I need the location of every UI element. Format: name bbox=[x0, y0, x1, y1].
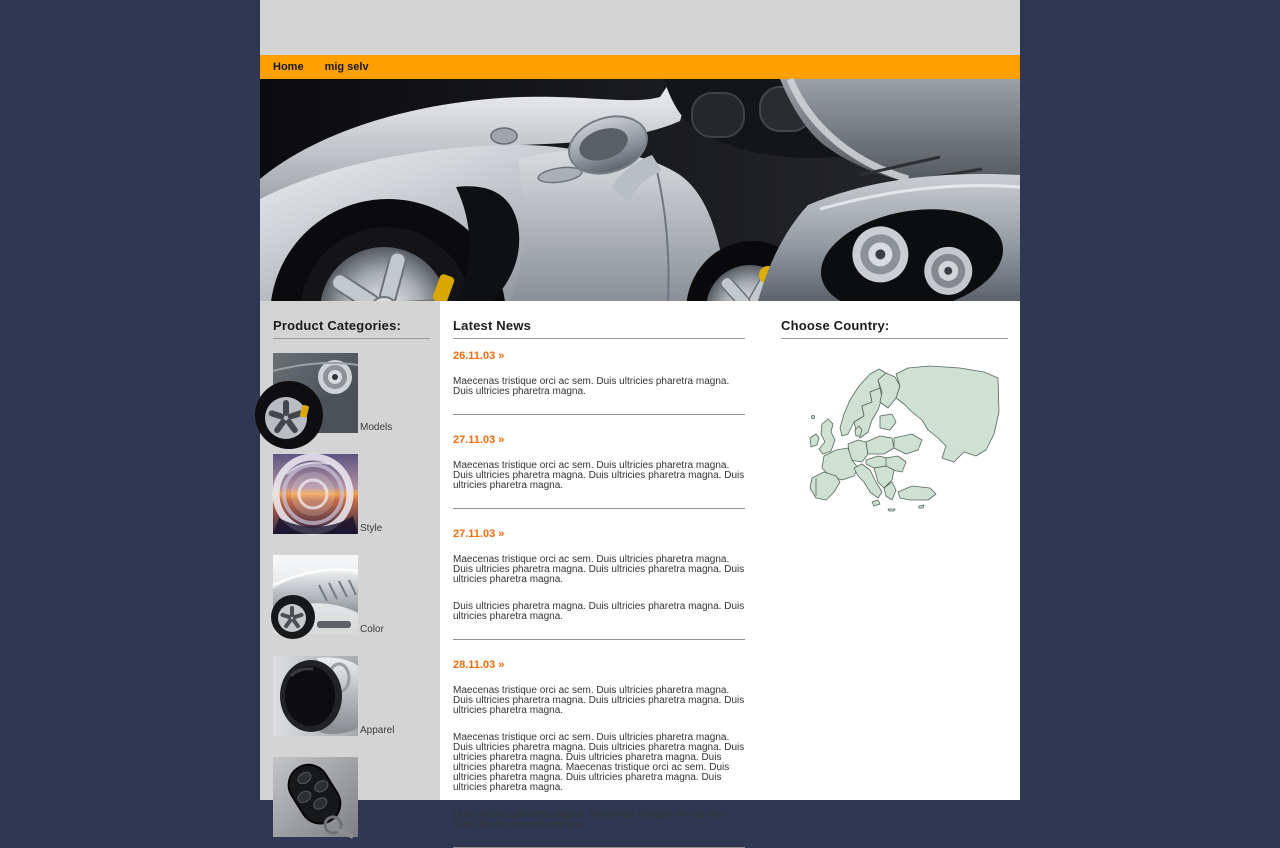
category-label[interactable]: Style bbox=[360, 523, 383, 534]
news-date-link[interactable]: 26.11.03 » bbox=[453, 350, 505, 362]
content-area bbox=[260, 301, 1020, 830]
news-title-rule bbox=[453, 338, 745, 339]
category-item-style[interactable] bbox=[273, 454, 430, 534]
category-item-key[interactable] bbox=[273, 757, 430, 837]
category-label[interactable]: Apparel bbox=[360, 725, 395, 736]
news-separator bbox=[453, 414, 745, 415]
category-item-color[interactable] bbox=[273, 555, 430, 635]
news-date-link[interactable]: 28.11.03 » bbox=[453, 659, 505, 671]
news-item bbox=[453, 659, 745, 848]
models-thumbnail-image bbox=[273, 353, 358, 433]
news-paragraph: Maecenas tristique orci ac sem. Duis ultricies pharetra magna. Duis ultricies pharetra magna. Duis ultricies pharetra magna. Duis ultricies pharetra magna. bbox=[453, 554, 745, 585]
nav-link-mig-selv[interactable]: mig selv bbox=[324, 61, 369, 73]
sidebar-title: Product Categories: bbox=[273, 318, 402, 333]
news-item bbox=[453, 434, 745, 509]
news-separator bbox=[453, 639, 745, 640]
news-paragraph: Duis ultricies pharetra magna. Duis ultricies pharetra magna. Duis ultricies pharetra magna. bbox=[453, 601, 745, 622]
nav-link-home[interactable]: Home bbox=[273, 61, 304, 73]
news-title: Latest News bbox=[453, 318, 532, 333]
key-fob-thumbnail-image bbox=[273, 757, 358, 837]
news-paragraph: Maecenas tristique orci ac sem. Duis ultricies pharetra magna. Duis ultricies pharetra magna. Duis ultricies pharetra magna. Duis ultricies pharetra magna. bbox=[453, 460, 745, 491]
apparel-thumbnail-image bbox=[273, 656, 358, 736]
category-label[interactable]: Models bbox=[360, 422, 393, 433]
category-item-apparel[interactable] bbox=[273, 656, 430, 736]
header-area bbox=[260, 0, 1020, 55]
sidebar-title-rule bbox=[273, 338, 430, 339]
main-navigation bbox=[260, 55, 1020, 79]
category-label[interactable]: Color bbox=[360, 624, 384, 635]
news-date-link[interactable]: 27.11.03 » bbox=[453, 528, 505, 540]
product-categories-sidebar bbox=[260, 301, 440, 800]
style-thumbnail-image bbox=[273, 454, 358, 534]
hero-car-image bbox=[260, 79, 1020, 301]
country-title-rule bbox=[781, 338, 1008, 339]
news-paragraph: Maecenas tristique orci ac sem. Duis ultricies pharetra magna. Duis ultricies pharetra magna. Duis ultricies pharetra magna. Duis ultricies pharetra magna. bbox=[453, 685, 745, 716]
country-title: Choose Country: bbox=[781, 318, 890, 333]
news-paragraph: Maecenas tristique orci ac sem. Duis ultricies pharetra magna. Duis ultricies pharetra magna. Duis ultricies pharetra magna. Duis ultricies pharetra magna. Duis ultricies pharetra magna. Duis ultricies pharetra magna. Maecenas tristique orci ac sem. Duis ultricies pharetra magna. Duis ultricies pharetra magna. Duis ultricies pharetra magna. bbox=[453, 732, 745, 793]
latest-news-column bbox=[440, 301, 770, 830]
news-paragraph: Duis ultricies pharetra magna. Maecenas tristique orci ac sem. Duis ultricies pharetra magna. bbox=[453, 809, 730, 830]
category-item-models[interactable] bbox=[273, 353, 430, 433]
news-item bbox=[453, 528, 745, 640]
silver-sports-car-illustration bbox=[260, 79, 1020, 301]
news-paragraph: Maecenas tristique orci ac sem. Duis ultricies pharetra magna. Duis ultricies pharetra magna. bbox=[453, 376, 730, 397]
news-separator bbox=[453, 508, 745, 509]
page-container bbox=[260, 0, 1020, 830]
news-date-link[interactable]: 27.11.03 » bbox=[453, 434, 505, 446]
europe-map[interactable] bbox=[800, 364, 1000, 514]
choose-country-column bbox=[770, 301, 1020, 800]
color-thumbnail-image bbox=[273, 555, 358, 635]
news-item bbox=[453, 350, 745, 415]
